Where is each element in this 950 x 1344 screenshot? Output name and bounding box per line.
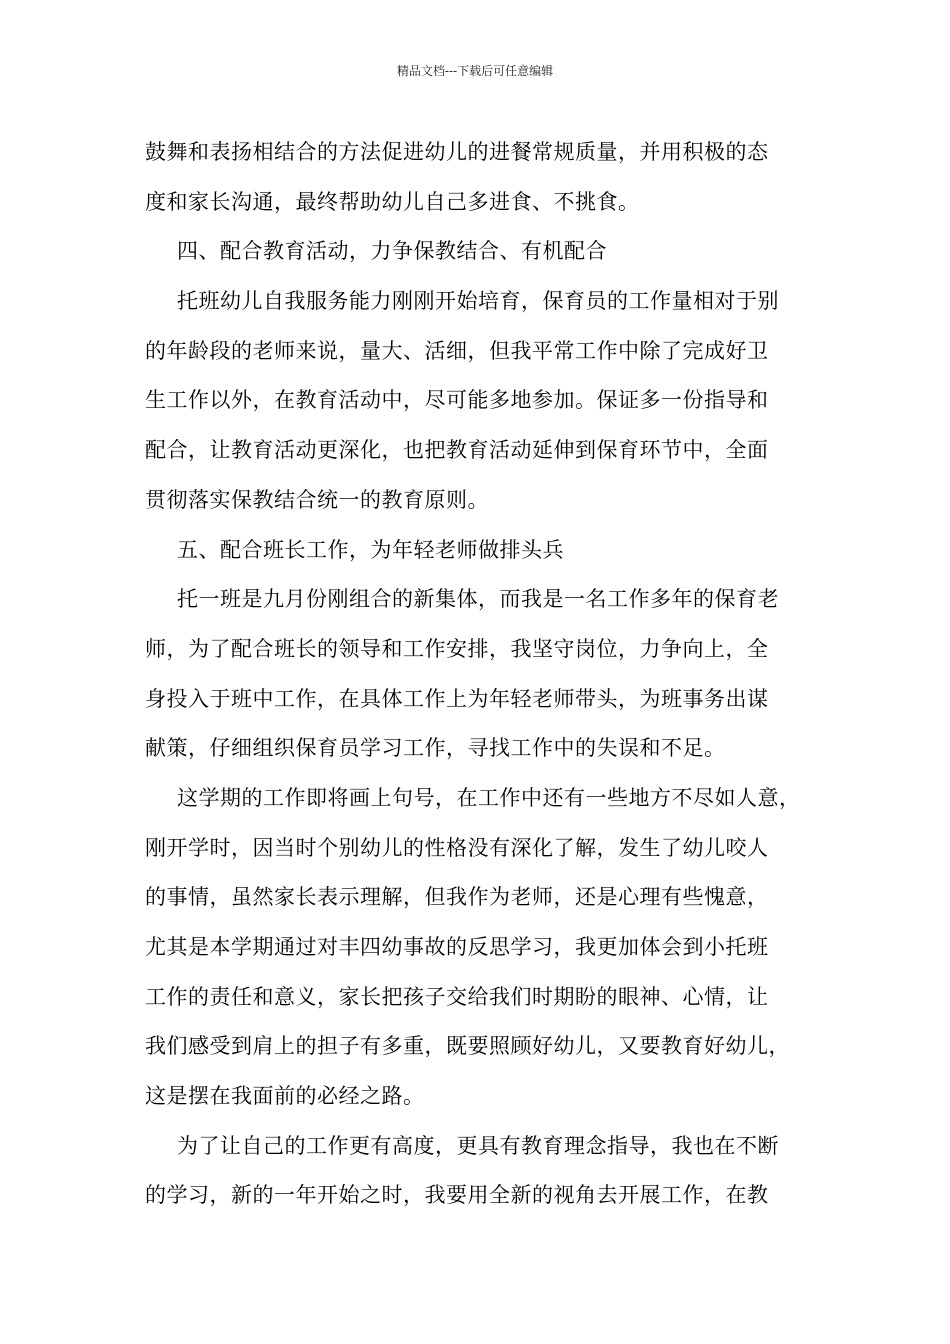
paragraph-line: 的学习，新的一年开始之时，我要用全新的视角去开展工作，在教 bbox=[145, 1183, 769, 1208]
paragraph-line: 为了让自己的工作更有高度，更具有教育理念指导，我也在不断 bbox=[177, 1133, 779, 1158]
paragraph-line: 尤其是本学期通过对丰四幼事故的反思学习，我更加体会到小托班 bbox=[145, 935, 769, 959]
paragraph-line: 的年龄段的老师来说，量大、活细，但我平常工作中除了完成好卫 bbox=[145, 338, 769, 363]
document-body bbox=[145, 128, 815, 1221]
paragraph-line: 我们感受到肩上的担子有多重，既要照顾好幼儿，又要教育好幼儿， bbox=[145, 1034, 790, 1059]
section-heading: 五、配合班长工作，为年轻老师做排头兵 bbox=[177, 537, 564, 562]
paragraph-line: 托班幼儿自我服务能力刚刚开始培育，保育员的工作量相对于别 bbox=[177, 289, 779, 314]
paragraph-line: 这学期的工作即将画上句号，在工作中还有一些地方不尽如人意， bbox=[177, 785, 801, 810]
paragraph-line: 鼓舞和表扬相结合的方法促进幼儿的进餐常规质量，并用积极的态 bbox=[145, 140, 769, 164]
paragraph-line: 配合，让教育活动更深化，也把教育活动延伸到保育环节中，全面 bbox=[145, 438, 769, 463]
paragraph-line: 献策，仔细组织保育员学习工作，寻找工作中的失误和不足。 bbox=[145, 736, 726, 761]
paragraph-line: 生工作以外，在教育活动中，尽可能多地参加。保证多一份指导和 bbox=[145, 388, 769, 413]
paragraph-line: 的事情，虽然家长表示理解，但我作为老师，还是心理有些愧意， bbox=[145, 885, 769, 910]
paragraph-line: 工作的责任和意义，家长把孩子交给我们时期盼的眼神、心情，让 bbox=[145, 984, 769, 1009]
section-heading: 四、配合教育活动，力争保教结合、有机配合 bbox=[177, 239, 607, 264]
page-header: 精品文档---下载后可任意编辑 bbox=[396, 64, 554, 78]
paragraph-line: 身投入于班中工作，在具体工作上为年轻老师带头，为班事务出谋 bbox=[145, 686, 769, 711]
paragraph-line: 度和家长沟通，最终帮助幼儿自己多进食、不挑食。 bbox=[145, 189, 640, 214]
paragraph-line: 这是摆在我面前的必经之路。 bbox=[145, 1084, 425, 1109]
paragraph-line: 刚开学时，因当时个别幼儿的性格没有深化了解，发生了幼儿咬人 bbox=[145, 835, 769, 860]
paragraph-line: 贯彻落实保教结合统一的教育原则。 bbox=[145, 487, 489, 512]
paragraph-line: 托一班是九月份刚组合的新集体，而我是一名工作多年的保育老 bbox=[177, 587, 779, 612]
paragraph-line: 师，为了配合班长的领导和工作安排，我坚守岗位，力争向上，全 bbox=[145, 636, 769, 661]
